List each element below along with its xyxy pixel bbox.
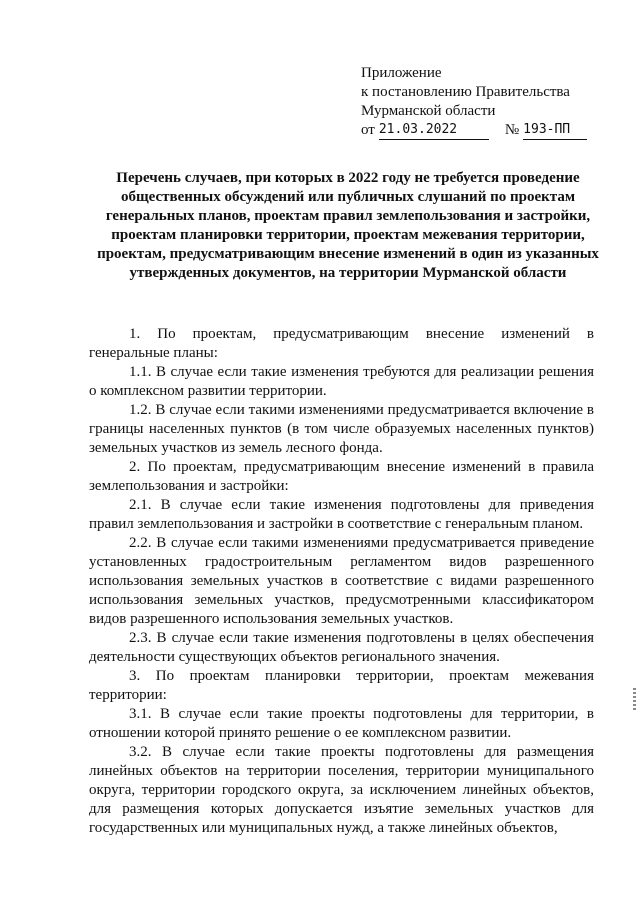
decree-date: 21.03.2022 [379, 122, 489, 140]
paragraph-3-2: 3.2. В случае если такие проекты подготовлены для размещения линейных объектов на территории поселения, территории муниципального округа, территории городского округа, за исключением линейных объектов, для размещения которых допускается изъятие земельных участков для государственных или муниципальных нужд, а также линейных объектов, [89, 744, 594, 836]
annex-decree-reference: к постановлению Правительства [361, 84, 570, 100]
document-title: Перечень случаев, при которых в 2022 году не требуется проведение общественных обсуждений или публичных слушаний по проектам генеральных планов, проектам правил землепользования и застройки, проектам планировки территории, проектам межевания территории, проектам, предусматривающим внесение изменений в один из указанных утвержденных документов, на территории Мурманской области [97, 170, 599, 281]
number-label: № [504, 122, 520, 138]
paragraph-1: 1. По проектам, предусматривающим внесение изменений в генеральные планы: [89, 326, 594, 361]
annex-title: Приложение [361, 65, 442, 81]
scan-edge-mark [633, 688, 636, 710]
paragraph-1-2: 1.2. В случае если такими изменениями предусматривается включение в границы населенных пунктов (в том числе образуемых населенных пунктов) земельных участков из земель лесного фонда. [89, 402, 594, 456]
annex-header [361, 64, 591, 140]
document-body [89, 325, 594, 838]
paragraph-2-1: 2.1. В случае если такие изменения подготовлены для приведения правил землепользования и застройки в соответствие с генеральным планом. [89, 497, 594, 532]
paragraph-2-2: 2.2. В случае если такими изменениями предусматривается приведение установленных градостроительным регламентом видов разрешенного использования земельных участков в соответствие с видами разрешенного использования земельных участков, предусмотренными классификатором видов разрешенного использования земельных участков. [89, 535, 594, 627]
paragraph-2-3: 2.3. В случае если такие изменения подготовлены в целях обеспечения деятельности существующих объектов регионального значения. [89, 630, 594, 665]
paragraph-3-1: 3.1. В случае если такие проекты подготовлены для территории, в отношении которой принято решение о ее комплексном развитии. [89, 706, 594, 741]
paragraph-1-1: 1.1. В случае если такие изменения требуются для реализации решения о комплексном развитии территории. [89, 364, 594, 399]
date-prefix: от [361, 122, 375, 138]
paragraph-2: 2. По проектам, предусматривающим внесение изменений в правила землепользования и застройки: [89, 459, 594, 494]
annex-date-number-row [361, 121, 591, 140]
paragraph-3: 3. По проектам планировки территории, проектам межевания территории: [89, 668, 594, 703]
decree-number: 193-ПП [523, 122, 587, 140]
annex-region: Мурманской области [361, 103, 496, 119]
